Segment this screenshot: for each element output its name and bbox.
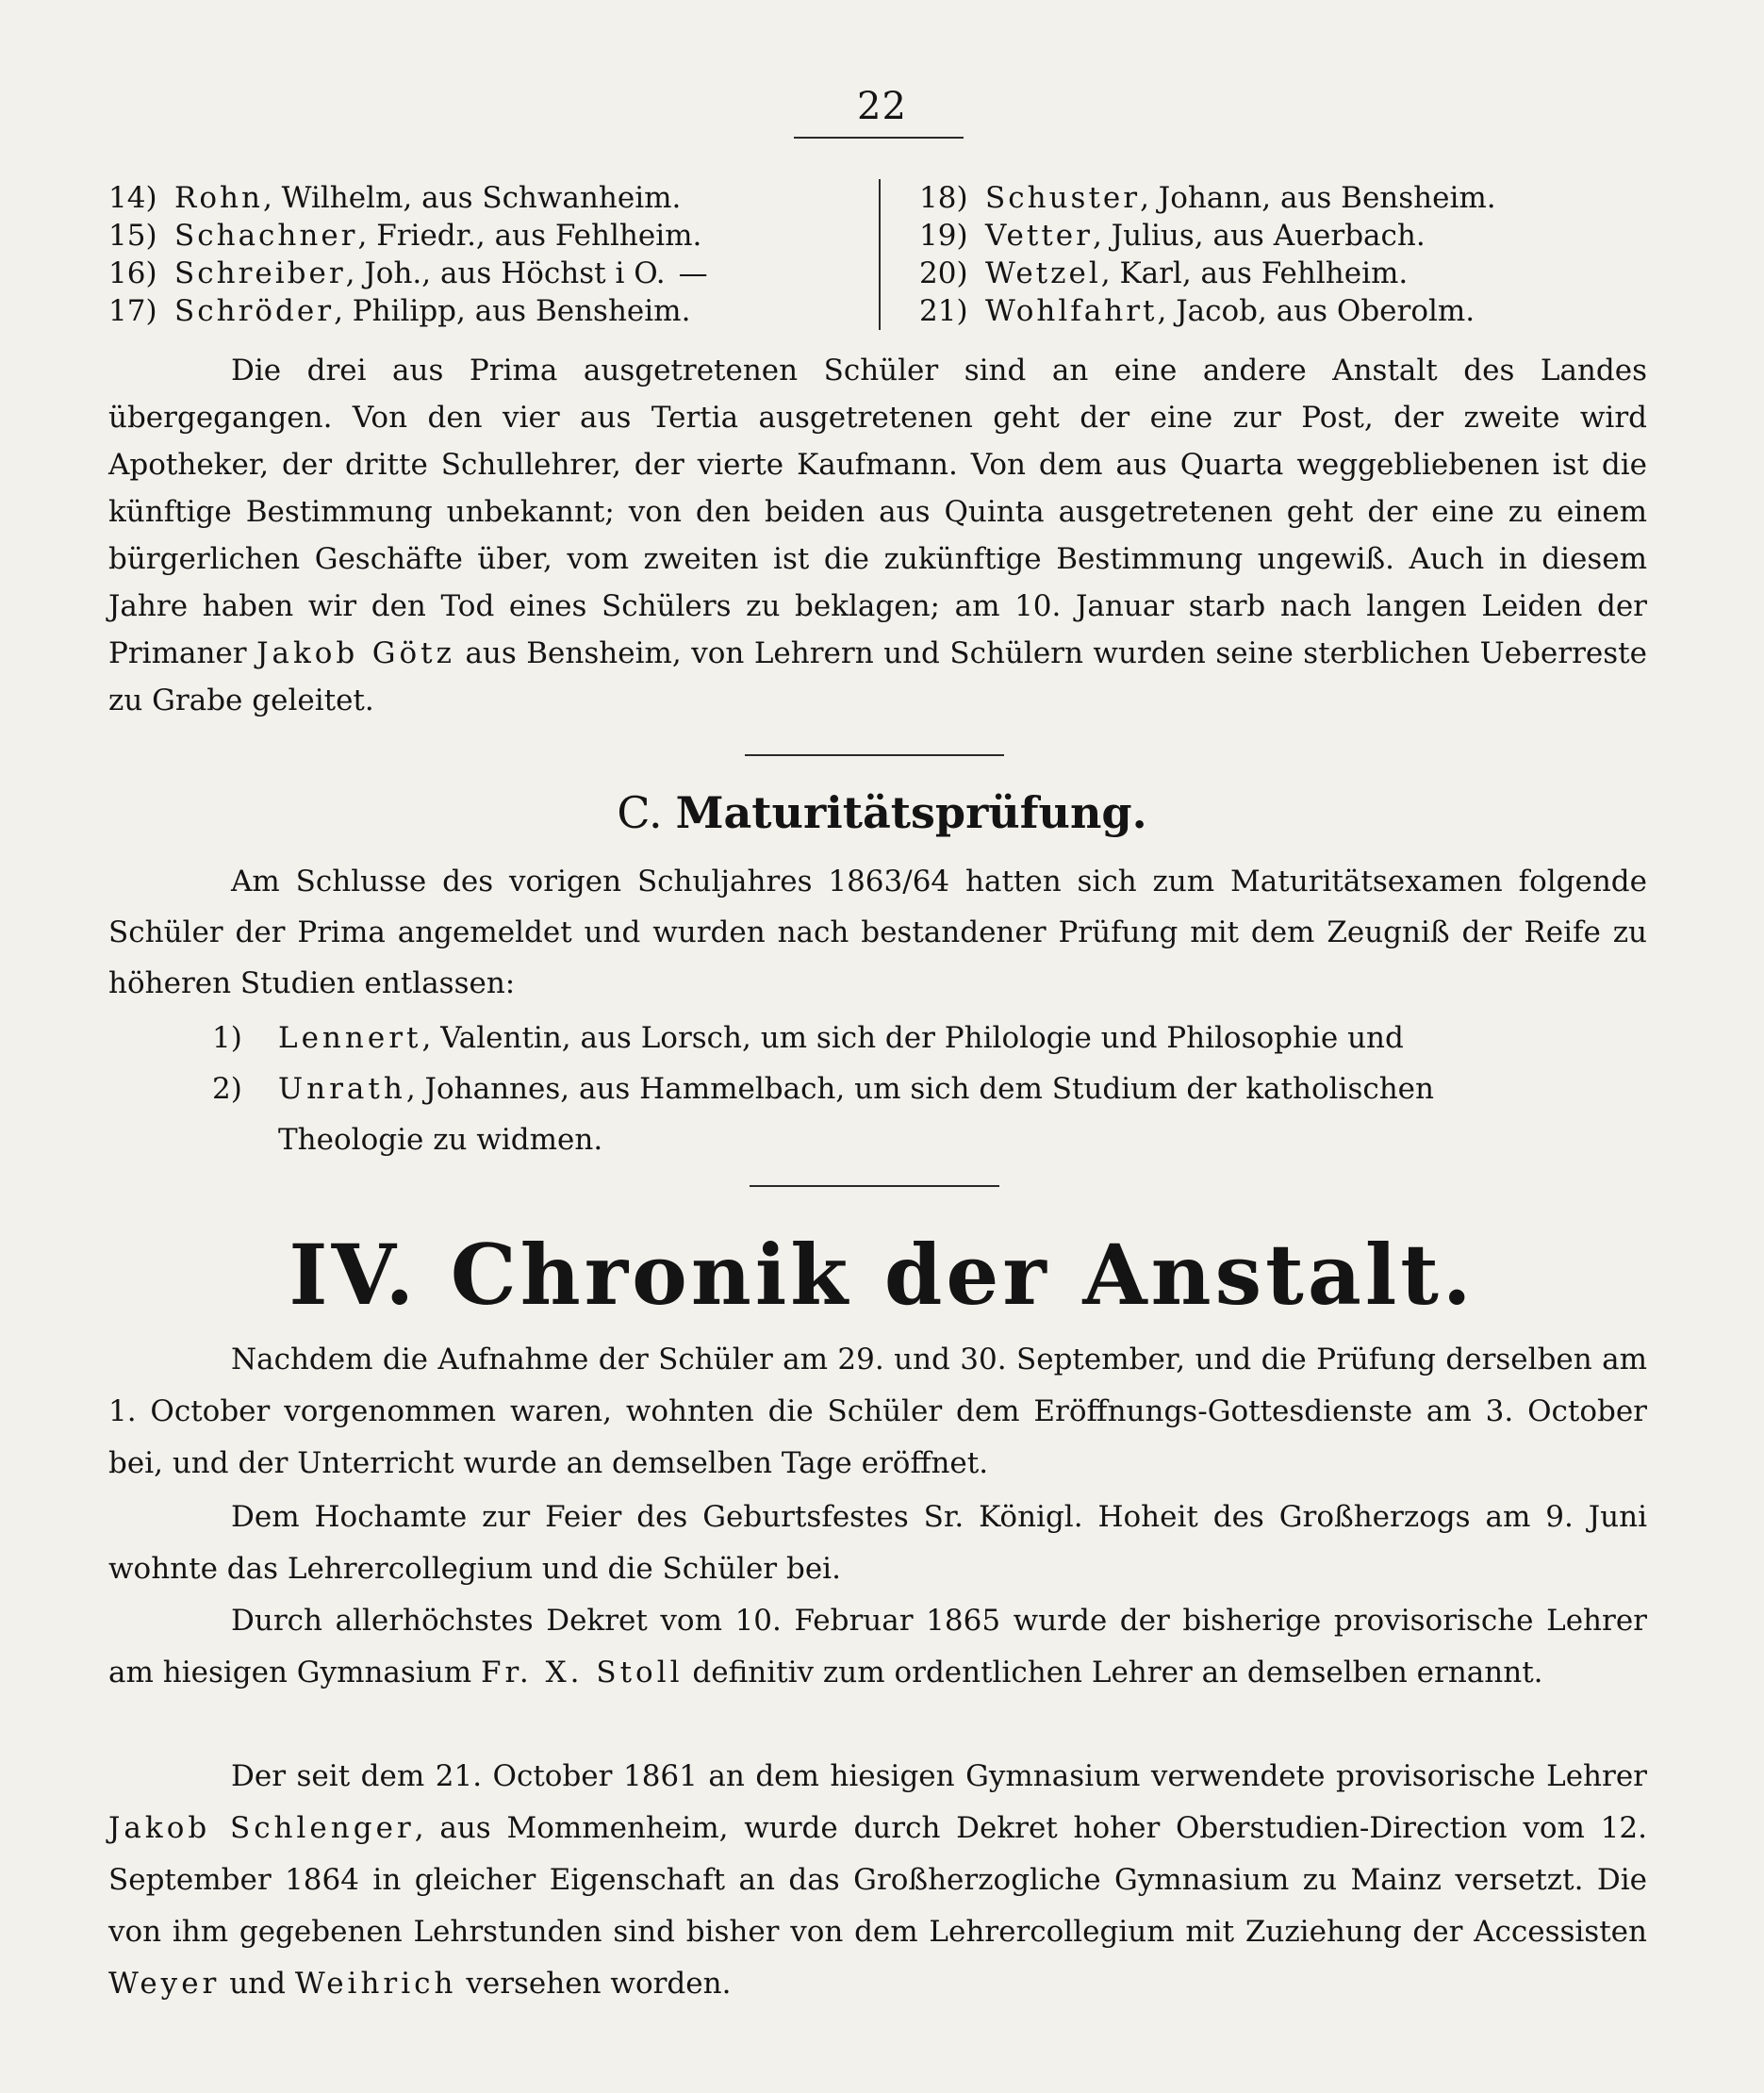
list-item: 20) Wetzel, Karl, aus Fehlheim. [919,256,1409,290]
chapter-title: IV. Chronik der Anstalt. [289,1226,1475,1324]
section-rule [750,1185,999,1187]
section-heading: C. Maturitätsprüfung. [617,787,1147,838]
person-name: Weihrich [294,1967,457,2001]
list-item: 15) Schachner, Friedr., aus Fehlheim. [108,219,702,253]
list-item: 18) Schuster, Johann, aus Bensheim. [919,181,1496,215]
student-list-right [919,179,1692,330]
list-item: 16) Schreiber, Joh., aus Höchst i O. — [108,256,708,290]
person-name: Jakob Schlenger [108,1811,415,1845]
list-item: 21) Wohlfahrt, Jacob, aus Oberolm. [919,294,1475,328]
list-item: 19) Vetter, Julius, aus Auerbach. [919,219,1426,253]
person-name: Weyer [108,1967,221,2001]
column-divider [879,179,881,330]
departures-paragraph: Die drei aus Prima ausgetretenen Schüler sind an eine andere Anstalt des Landes übergegangen. Von den vier aus Tertia ausgetretenen geht der eine zur Post, der zweite wird Apotheker, der dritte Schullehrer, der vierte Kaufmann. Von dem aus Quarta weggebliebenen ist die künftige Bestimmung unbekannt; von den beiden aus Quinta ausgetretenen geht der eine zu einem bürgerlichen Geschäfte über, vom zweiten ist die zukünftige Bestimmung ungewiß. Auch in diesem Jahre haben wir den Tod eines Schülers zu beklagen; am 10. Januar starb nach langen Leiden der Primaner Jakob Götz aus Bensheim, von Lehrern und Schülern wurden seine sterblichen Ueberreste zu Grabe geleitet. [108,354,1647,717]
person-name: Jakob Götz [256,636,455,670]
section-rule [745,754,1004,756]
page-number: 22 [857,85,907,128]
chronicle-paragraph: Der seit dem 21. October 1861 an dem hiesigen Gymnasium verwendete provisorische Lehrer Jakob Schlenger, aus Mommenheim, wurde durch Dekret hoher Oberstudien-Direction vom 12. September 1864 in gleicher Eigenschaft an das Großherzogliche Gymnasium zu Mainz versetzt. Die von ihm gegebenen Lehrstunden sind bisher von dem Lehrercollegium mit Zuziehung der Accessisten Weyer und Weihrich versehen worden. [108,1759,1647,2001]
chronicle-paragraph: Durch allerhöchstes Dekret vom 10. Februar 1865 wurde der bisherige provisorische Lehrer am hiesigen Gymnasium Fr. X. Stoll definitiv zum ordentlichen Lehrer an demselben ernannt. [108,1604,1647,1689]
header-rule [794,137,964,139]
chronicle-paragraph: Nachdem die Aufnahme der Schüler am 29. und 30. September, und die Prüfung derselben am 1. October vorgenommen waren, wohnten die Schüler dem Eröffnungs-Gottesdienste am 3. October bei, und der Unterricht wurde an demselben Tage eröffnet. [108,1343,1647,1480]
list-item: 17) Schröder, Philipp, aus Bensheim. [108,294,691,328]
list-item: 1) Lennert, Valentin, aus Lorsch, um sich der Philologie und Philosophie und [212,1021,1404,1055]
person-name: Fr. X. Stoll [480,1656,684,1689]
chronicle-paragraph: Dem Hochamte zur Feier des Geburtsfestes Sr. Königl. Hoheit des Großherzogs am 9. Juni wohnte das Lehrercollegium und die Schüler bei. [108,1500,1647,1586]
list-item: 14) Rohn, Wilhelm, aus Schwanheim. [108,181,682,215]
list-item: 2) Unrath, Johannes, aus Hammelbach, um sich dem Studium der katholischen Theologie zu widmen. [212,1072,1434,1157]
student-list-left [108,179,863,330]
maturity-intro-paragraph: Am Schlusse des vorigen Schuljahres 1863/64 hatten sich zum Maturitätsexamen folgende Schüler der Prima angemeldet und wurden nach bestandener Prüfung mit dem Zeugniß der Reife zu höheren Studien entlassen: [108,865,1647,1000]
graduate-list [212,1013,1650,1165]
